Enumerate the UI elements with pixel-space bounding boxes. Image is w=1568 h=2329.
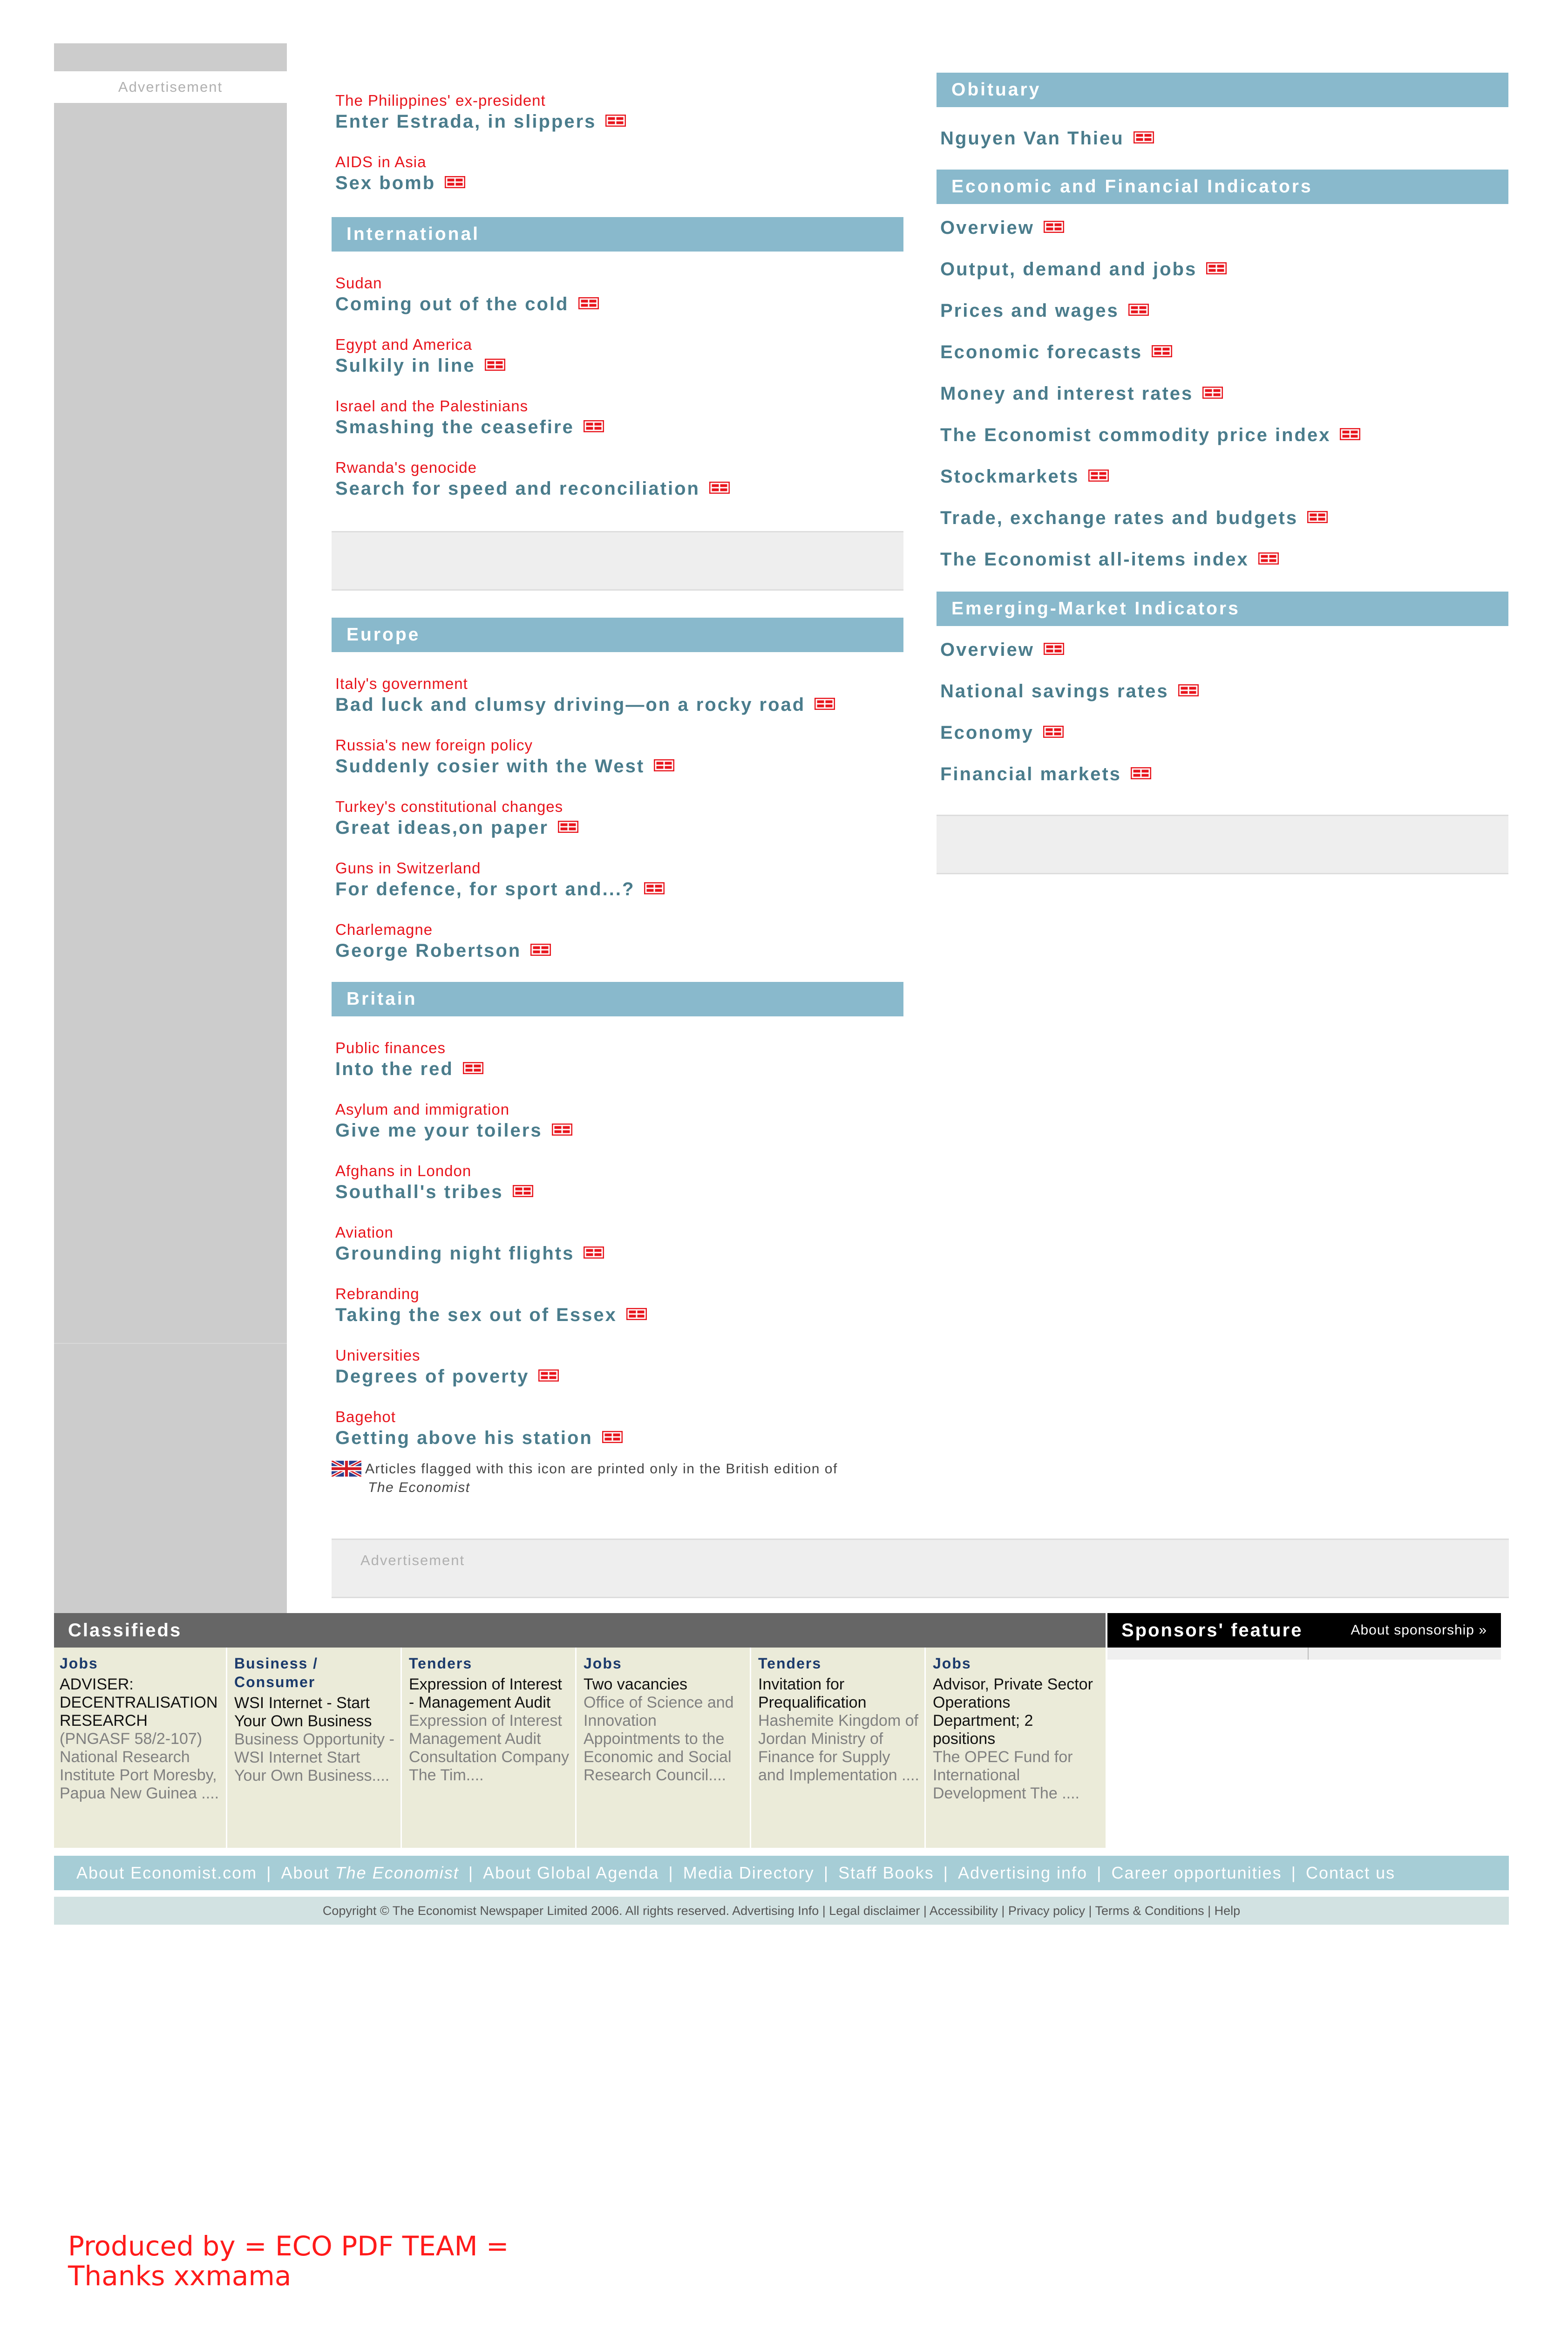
uk-flag-icon [1202, 387, 1223, 399]
article-headline[interactable]: For defence, for sport and...? [335, 878, 903, 901]
uk-flag-icon [578, 297, 599, 309]
credit-line-2: Thanks xxmama [68, 2260, 292, 2292]
wide-ad-box [332, 1539, 1509, 1598]
article-kicker: Rebranding [335, 1285, 420, 1302]
article-headline[interactable]: Suddenly cosier with the West [335, 755, 903, 778]
article-kicker: Sudan [335, 274, 382, 292]
indicator-link[interactable]: Prices and wages [937, 299, 1508, 322]
article-item[interactable] [332, 674, 903, 716]
indicator-link[interactable]: Stockmarkets [937, 465, 1508, 488]
article-item[interactable] [332, 1346, 903, 1388]
article-item[interactable] [332, 1223, 903, 1265]
uk-flag-icon [530, 944, 551, 956]
footer-separator: | [1291, 1863, 1297, 1882]
uk-flag-icon [1128, 304, 1149, 316]
uk-flag-icon [1044, 643, 1064, 655]
article-item[interactable] [332, 458, 903, 500]
uk-flag-icon [584, 420, 604, 432]
copyright-line: Copyright © The Economist Newspaper Limited 2006. All rights reserved. Advertising Info | Legal disclaimer | Accessibility | Privacy policy | Terms & Conditions | Help [54, 1897, 1509, 1925]
union-jack-icon [332, 1461, 361, 1477]
classified-title[interactable]: Expression of Interest - Management Audit [409, 1675, 562, 1711]
inline-ad-box [332, 531, 903, 591]
british-note-pub: The Economist [368, 1480, 470, 1495]
indicator-link[interactable]: Overview [937, 216, 1508, 239]
article-kicker: Israel and the Palestinians [335, 397, 529, 415]
classified-category[interactable]: Jobs [60, 1655, 98, 1672]
uk-flag-icon [463, 1062, 483, 1074]
footer-link-contact[interactable]: Contact us [1306, 1863, 1396, 1882]
uk-flag-icon [1178, 684, 1199, 696]
article-item[interactable] [332, 335, 903, 377]
article-item[interactable] [332, 274, 903, 316]
emerging-link[interactable]: Overview [937, 638, 1508, 661]
uk-flag-icon [1131, 767, 1151, 779]
article-headline[interactable]: Into the red [335, 1057, 903, 1081]
article-headline[interactable]: Smashing the ceasefire [335, 415, 903, 439]
article-headline[interactable]: Search for speed and reconciliation [335, 477, 903, 500]
uk-flag-icon [654, 759, 674, 771]
footer-link-staff-books[interactable]: Staff Books [838, 1863, 934, 1882]
footer-separator: | [1097, 1863, 1102, 1882]
article-kicker: Guns in Switzerland [335, 859, 481, 877]
left-ad-rail [54, 43, 287, 1613]
classified-category[interactable]: Business / Consumer [234, 1655, 319, 1690]
sponsors-feature-bar [1107, 1613, 1501, 1648]
uk-flag-icon [584, 1246, 604, 1259]
about-sponsorship-link[interactable]: About sponsorship » [1351, 1622, 1487, 1638]
uk-flag-icon [602, 1431, 623, 1443]
article-item[interactable] [332, 1285, 903, 1327]
sponsors-divider [1308, 1648, 1309, 1660]
article-headline[interactable]: Getting above his station [335, 1426, 903, 1450]
classified-title[interactable]: Advisor, Private Sector Operations Department; 2 positions [933, 1675, 1093, 1748]
article-item[interactable] [332, 397, 903, 439]
section-header-obituary: Obituary [937, 73, 1508, 107]
classified-body: The OPEC Fund for International Development The .... [933, 1748, 1079, 1802]
obituary-link[interactable]: Nguyen Van Thieu [937, 127, 1508, 150]
uk-flag-icon [1043, 726, 1064, 738]
uk-flag-icon [815, 698, 835, 710]
article-headline[interactable]: Bad luck and clumsy driving—on a rocky road [335, 693, 903, 716]
classified-ad[interactable] [54, 1648, 227, 1848]
uk-flag-icon [1340, 428, 1360, 440]
uk-flag-icon [1134, 131, 1154, 143]
left-column [332, 0, 903, 1497]
indicator-link[interactable]: The Economist commodity price index [937, 423, 1508, 447]
footer-link-media-directory[interactable]: Media Directory [683, 1863, 815, 1882]
article-headline[interactable]: Taking the sex out of Essex [335, 1303, 903, 1327]
article-item[interactable] [332, 91, 903, 133]
classified-title[interactable]: Invitation for Prequalification [758, 1675, 867, 1711]
article-kicker: Universities [335, 1347, 421, 1364]
article-headline[interactable]: Degrees of poverty [335, 1365, 903, 1388]
emerging-link[interactable]: Economy [937, 721, 1508, 744]
footer-separator: | [823, 1863, 829, 1882]
uk-flag-icon [626, 1308, 647, 1320]
article-headline[interactable]: Sulkily in line [335, 354, 903, 377]
classified-body: Hashemite Kingdom of Jordan Ministry of Finance for Supply and Implementation .... [758, 1712, 919, 1784]
indicator-link[interactable]: Economic forecasts [937, 340, 1508, 364]
article-item[interactable] [332, 920, 903, 962]
article-item[interactable] [332, 1162, 903, 1204]
article-item[interactable] [332, 736, 903, 778]
footer-link-about-publication[interactable]: About The Economist [281, 1863, 459, 1882]
classified-body: (PNGASF 58/2-107) National Research Institute Port Moresby, Papua New Guinea .... [60, 1730, 219, 1802]
article-headline[interactable]: Southall's tribes [335, 1180, 903, 1204]
section-header-international: International [332, 217, 903, 252]
uk-flag-icon [1152, 345, 1172, 357]
section-header-britain: Britain [332, 982, 903, 1016]
classified-category[interactable]: Jobs [584, 1655, 622, 1672]
classifieds-header: Classifieds [54, 1613, 1106, 1648]
classified-ad[interactable] [578, 1648, 751, 1848]
article-kicker: Egypt and America [335, 336, 472, 353]
article-kicker: Russia's new foreign policy [335, 736, 533, 754]
right-ad-box [937, 815, 1508, 874]
footer-separator: | [668, 1863, 674, 1882]
article-item[interactable] [332, 1039, 903, 1081]
classifieds-panel [54, 1648, 1106, 1848]
left-rail-top [54, 43, 287, 71]
uk-flag-icon [538, 1369, 559, 1382]
uk-flag-icon [445, 176, 465, 188]
sponsors-feature-strip [1107, 1648, 1501, 1660]
article-kicker: Afghans in London [335, 1162, 472, 1179]
article-kicker: Aviation [335, 1224, 394, 1241]
article-kicker: Asylum and immigration [335, 1101, 510, 1118]
left-ad-label: Advertisement [54, 71, 287, 103]
uk-flag-icon [1258, 552, 1279, 565]
footer-link-careers[interactable]: Career opportunities [1111, 1863, 1282, 1882]
article-item[interactable] [332, 797, 903, 839]
classified-category[interactable]: Tenders [758, 1655, 822, 1672]
article-kicker: Bagehot [335, 1408, 396, 1425]
production-credit [68, 2231, 509, 2291]
footer-nav [54, 1856, 1509, 1890]
article-headline[interactable]: George Robertson [335, 939, 903, 962]
classified-body: Business Opportunity - WSI Internet Start Your Own Business.... [234, 1730, 394, 1784]
uk-flag-icon [485, 359, 505, 371]
uk-flag-icon [552, 1124, 572, 1136]
uk-flag-icon [558, 821, 578, 833]
article-kicker: Rwanda's genocide [335, 459, 477, 476]
left-rail-divider [54, 1343, 287, 1344]
article-headline[interactable]: Great ideas,on paper [335, 816, 903, 839]
classified-category[interactable]: Tenders [409, 1655, 473, 1672]
uk-flag-icon [605, 115, 626, 127]
emerging-link[interactable]: Financial markets [937, 763, 1508, 786]
sponsors-feature-title: Sponsors' feature [1121, 1620, 1303, 1641]
footer-separator: | [468, 1863, 474, 1882]
classified-ad[interactable] [403, 1648, 577, 1848]
uk-flag-icon [1307, 511, 1328, 523]
uk-flag-icon [1044, 221, 1064, 233]
emerging-link[interactable]: National savings rates [937, 680, 1508, 703]
section-header-emerging-markets: Emerging-Market Indicators [937, 592, 1508, 626]
classified-category[interactable]: Jobs [933, 1655, 971, 1672]
article-item[interactable] [332, 1408, 903, 1450]
article-kicker: Turkey's constitutional changes [335, 798, 563, 815]
uk-flag-icon [1206, 262, 1227, 274]
classified-title[interactable]: WSI Internet - Start Your Own Business [234, 1694, 372, 1730]
uk-flag-icon [709, 482, 730, 494]
right-column [937, 0, 1508, 874]
article-kicker: The Philippines' ex-president [335, 92, 546, 109]
indicator-link[interactable]: The Economist all-items index [937, 548, 1508, 571]
indicator-link[interactable]: Money and interest rates [937, 382, 1508, 405]
british-note-text: Articles flagged with this icon are printed only in the British edition of [365, 1461, 838, 1477]
article-headline[interactable]: Give me your toilers [335, 1119, 903, 1142]
british-edition-note [332, 1460, 903, 1497]
footer-link-advertising[interactable]: Advertising info [957, 1863, 1088, 1882]
indicator-link[interactable]: Trade, exchange rates and budgets [937, 506, 1508, 530]
credit-line-1: Produced by = ECO PDF TEAM = [68, 2230, 509, 2262]
uk-flag-icon [1088, 470, 1109, 482]
article-kicker: Charlemagne [335, 921, 433, 938]
article-kicker: Public finances [335, 1039, 446, 1056]
uk-flag-icon [513, 1185, 533, 1197]
classified-title[interactable]: ADVISER: DECENTRALISATION RESEARCH [60, 1675, 218, 1730]
article-kicker: Italy's government [335, 675, 468, 692]
wide-ad-label: Advertisement [360, 1552, 465, 1568]
article-headline[interactable]: Enter Estrada, in slippers [335, 110, 903, 133]
classified-ad[interactable] [927, 1648, 1100, 1848]
section-header-europe: Europe [332, 618, 903, 652]
article-kicker: AIDS in Asia [335, 153, 427, 170]
footer-separator: | [943, 1863, 949, 1882]
classified-title[interactable]: Two vacancies [584, 1675, 687, 1693]
article-item[interactable] [332, 859, 903, 901]
footer-link-about-site[interactable]: About Economist.com [76, 1863, 258, 1882]
classified-body: Expression of Interest Management Audit Consultation Company The Tim.... [409, 1712, 569, 1784]
indicator-link[interactable]: Output, demand and jobs [937, 258, 1508, 281]
article-headline[interactable]: Coming out of the cold [335, 293, 903, 316]
section-header-economic-indicators: Economic and Financial Indicators [937, 170, 1508, 204]
article-headline[interactable]: Sex bomb [335, 171, 903, 195]
classified-ad[interactable] [229, 1648, 402, 1848]
classified-ad[interactable] [753, 1648, 926, 1848]
footer-link-global-agenda[interactable]: About Global Agenda [483, 1863, 659, 1882]
classified-body: Office of Science and Innovation Appointments to the Economic and Social Research Council.... [584, 1694, 734, 1784]
article-item[interactable] [332, 1100, 903, 1142]
article-headline[interactable]: Grounding night flights [335, 1242, 903, 1265]
footer-separator: | [266, 1863, 272, 1882]
uk-flag-icon [644, 882, 665, 894]
article-item[interactable] [332, 153, 903, 195]
